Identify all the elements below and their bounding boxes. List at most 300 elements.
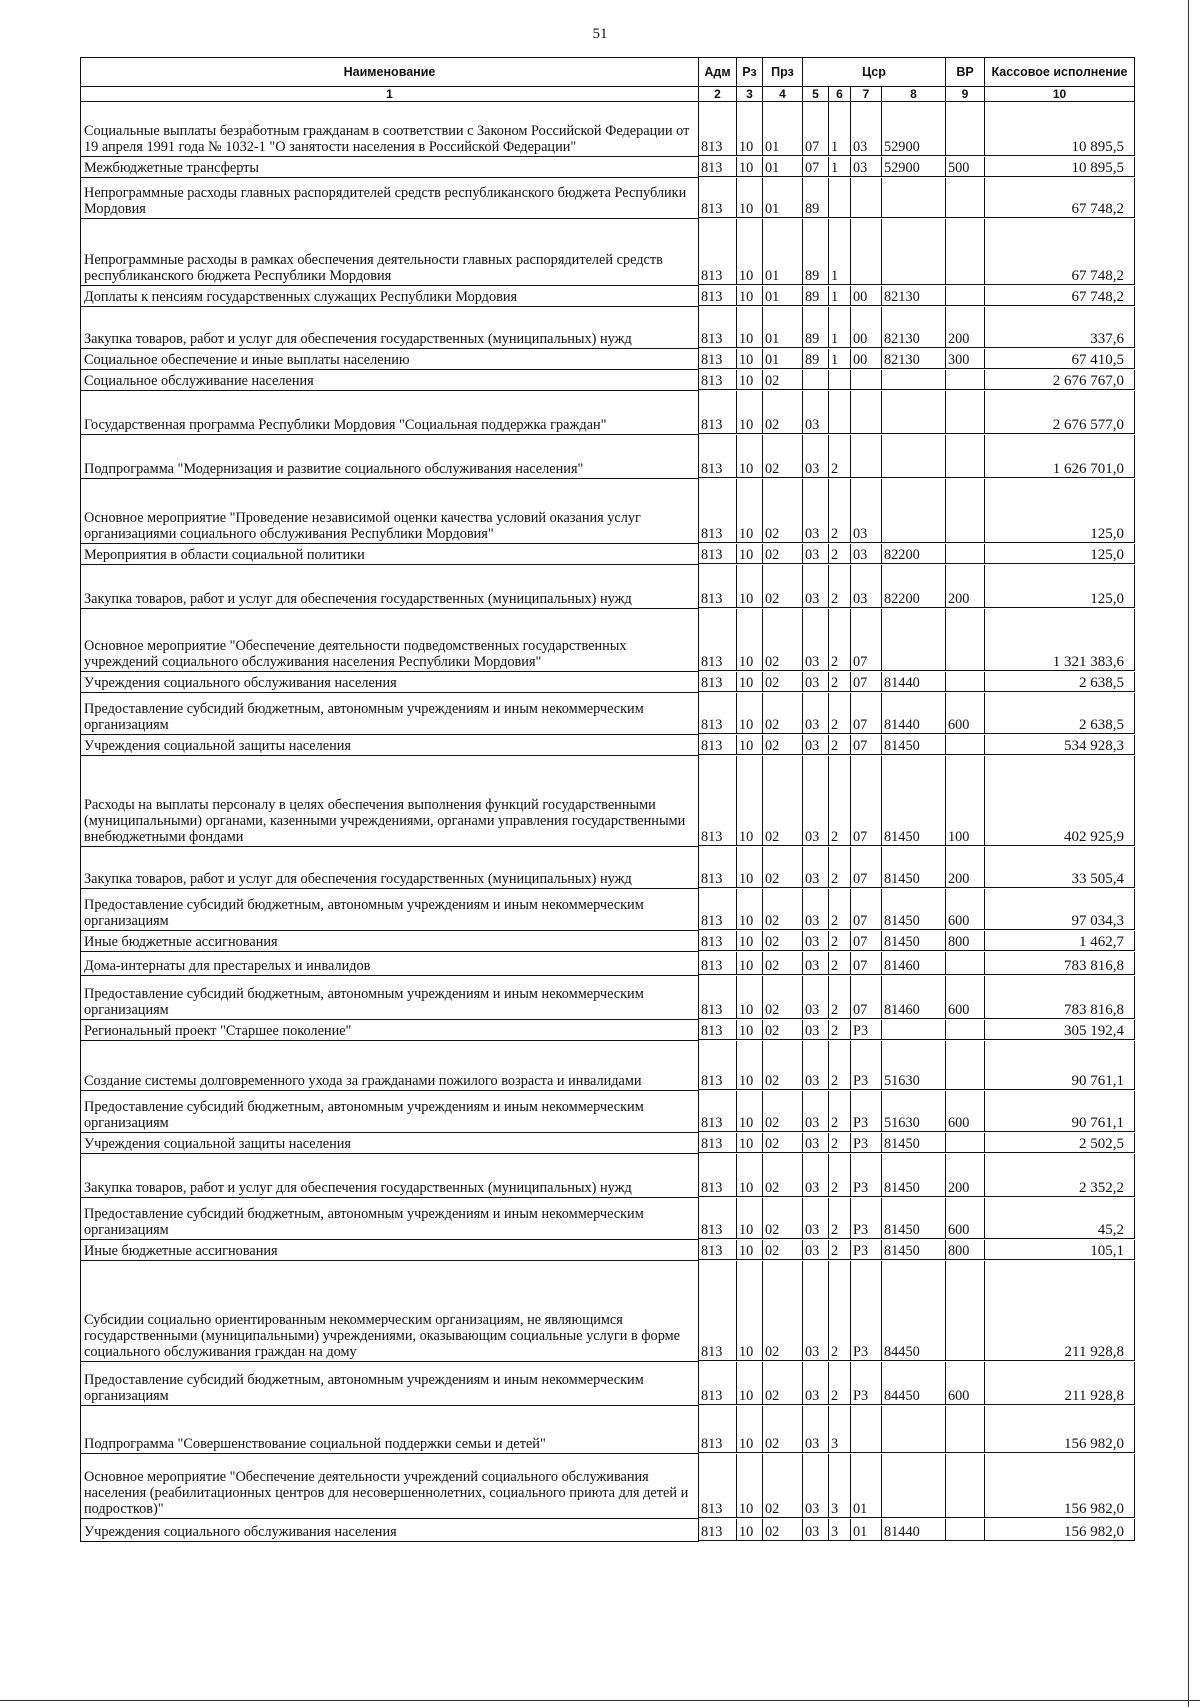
cell-csr-program: 03 bbox=[803, 931, 829, 951]
cell-csr-event: 07 bbox=[851, 693, 882, 734]
cell-csr-subprogram: 2 bbox=[829, 1198, 851, 1239]
cell-prz: 02 bbox=[763, 391, 803, 434]
cell-name: Основное мероприятие "Обеспечение деятельности подведомственных государственных учреждений социального обслуживания населения Республики Мордовия" bbox=[81, 609, 699, 672]
cell-csr-direction: 51630 bbox=[882, 1091, 946, 1132]
cell-csr-direction: 81450 bbox=[882, 756, 946, 846]
cell-adm: 813 bbox=[699, 693, 737, 734]
cell-rz: 10 bbox=[737, 307, 763, 348]
cell-csr-program: 03 bbox=[803, 1454, 829, 1518]
cell-adm: 813 bbox=[699, 1198, 737, 1239]
cell-name: Мероприятия в области социальной политики bbox=[81, 544, 699, 565]
cell-csr-direction: 82130 bbox=[882, 349, 946, 369]
cell-csr-event: 07 bbox=[851, 609, 882, 671]
cell-name: Предоставление субсидий бюджетным, автономным учреждениям и иным некоммерческим организациям bbox=[81, 1362, 699, 1406]
cell-rz: 10 bbox=[737, 1020, 763, 1040]
cell-amount: 2 638,5 bbox=[985, 693, 1135, 734]
header-number: 10 bbox=[985, 87, 1135, 102]
cell-amount: 211 928,8 bbox=[985, 1362, 1135, 1405]
cell-adm: 813 bbox=[699, 952, 737, 975]
cell-csr-program: 03 bbox=[803, 889, 829, 930]
cell-name: Предоставление субсидий бюджетным, автономным учреждениям и иным некоммерческим организациям bbox=[81, 976, 699, 1020]
cell-adm: 813 bbox=[699, 219, 737, 285]
cell-csr-subprogram: 2 bbox=[829, 1362, 851, 1405]
cell-rz: 10 bbox=[737, 1133, 763, 1153]
cell-prz: 01 bbox=[763, 286, 803, 306]
cell-amount: 156 982,0 bbox=[985, 1406, 1135, 1453]
cell-prz: 02 bbox=[763, 931, 803, 951]
cell-csr-program: 03 bbox=[803, 952, 829, 975]
cell-amount: 10 895,5 bbox=[985, 102, 1135, 156]
cell-rz: 10 bbox=[737, 1261, 763, 1361]
cell-csr-program bbox=[803, 370, 829, 390]
cell-vr: 200 bbox=[946, 1154, 985, 1197]
cell-amount: 402 925,9 bbox=[985, 756, 1135, 846]
cell-name: Предоставление субсидий бюджетным, автономным учреждениям и иным некоммерческим организациям bbox=[81, 1091, 699, 1133]
cell-csr-event: P3 bbox=[851, 1091, 882, 1132]
cell-csr-subprogram: 3 bbox=[829, 1406, 851, 1453]
cell-csr-program: 03 bbox=[803, 609, 829, 671]
cell-rz: 10 bbox=[737, 1454, 763, 1518]
cell-csr-event: 03 bbox=[851, 479, 882, 543]
cell-csr-subprogram: 2 bbox=[829, 672, 851, 692]
cell-csr-event: P3 bbox=[851, 1133, 882, 1153]
cell-prz: 02 bbox=[763, 1454, 803, 1518]
cell-amount: 2 502,5 bbox=[985, 1133, 1135, 1153]
cell-name: Подпрограмма "Совершенствование социальной поддержки семьи и детей" bbox=[81, 1406, 699, 1454]
cell-name: Предоставление субсидий бюджетным, автономным учреждениям и иным некоммерческим организациям bbox=[81, 889, 699, 931]
cell-amount: 10 895,5 bbox=[985, 157, 1135, 177]
cell-rz: 10 bbox=[737, 756, 763, 846]
cell-vr bbox=[946, 479, 985, 543]
cell-vr bbox=[946, 1406, 985, 1453]
cell-csr-event: 00 bbox=[851, 307, 882, 348]
cell-csr-program: 07 bbox=[803, 102, 829, 156]
cell-csr-program: 89 bbox=[803, 307, 829, 348]
cell-amount: 97 034,3 bbox=[985, 889, 1135, 930]
cell-amount: 67 748,2 bbox=[985, 178, 1135, 218]
cell-adm: 813 bbox=[699, 889, 737, 930]
cell-name: Иные бюджетные ассигнования bbox=[81, 1240, 699, 1261]
cell-adm: 813 bbox=[699, 565, 737, 608]
cell-csr-subprogram: 2 bbox=[829, 1041, 851, 1090]
cell-name: Подпрограмма "Модернизация и развитие социального обслуживания населения" bbox=[81, 435, 699, 479]
cell-rz: 10 bbox=[737, 1198, 763, 1239]
header-vr: ВР bbox=[946, 57, 985, 87]
cell-csr-direction: 81460 bbox=[882, 976, 946, 1019]
cell-rz: 10 bbox=[737, 102, 763, 156]
cell-vr: 600 bbox=[946, 976, 985, 1019]
cell-csr-event: 07 bbox=[851, 931, 882, 951]
cell-rz: 10 bbox=[737, 1406, 763, 1453]
cell-amount: 783 816,8 bbox=[985, 952, 1135, 975]
cell-amount: 2 352,2 bbox=[985, 1154, 1135, 1197]
cell-rz: 10 bbox=[737, 889, 763, 930]
cell-csr-event: P3 bbox=[851, 1041, 882, 1090]
cell-csr-direction: 81450 bbox=[882, 1240, 946, 1260]
cell-csr-event: 01 bbox=[851, 1519, 882, 1541]
cell-vr: 100 bbox=[946, 756, 985, 846]
cell-vr bbox=[946, 435, 985, 478]
cell-name: Закупка товаров, работ и услуг для обеспечения государственных (муниципальных) нужд bbox=[81, 1154, 699, 1198]
cell-vr: 800 bbox=[946, 1240, 985, 1260]
cell-csr-event bbox=[851, 1406, 882, 1453]
cell-amount: 1 462,7 bbox=[985, 931, 1135, 951]
cell-prz: 02 bbox=[763, 1041, 803, 1090]
cell-name: Расходы на выплаты персоналу в целях обеспечения выполнения функций государственными (муниципальными) органами, казенными учреждениями, органами управления государственными внебюджетными фондами bbox=[81, 756, 699, 847]
cell-rz: 10 bbox=[737, 1362, 763, 1405]
cell-csr-subprogram: 2 bbox=[829, 1091, 851, 1132]
cell-amount: 90 761,1 bbox=[985, 1091, 1135, 1132]
cell-csr-program: 03 bbox=[803, 847, 829, 888]
cell-csr-subprogram: 1 bbox=[829, 102, 851, 156]
cell-amount: 67 748,2 bbox=[985, 219, 1135, 285]
cell-csr-subprogram: 2 bbox=[829, 1261, 851, 1361]
cell-csr-subprogram: 1 bbox=[829, 219, 851, 285]
cell-csr-event: 03 bbox=[851, 565, 882, 608]
cell-amount: 125,0 bbox=[985, 479, 1135, 543]
cell-csr-program: 03 bbox=[803, 391, 829, 434]
cell-csr-program: 03 bbox=[803, 735, 829, 755]
cell-csr-direction: 81450 bbox=[882, 889, 946, 930]
cell-csr-event: P3 bbox=[851, 1020, 882, 1040]
cell-csr-program: 03 bbox=[803, 1362, 829, 1405]
cell-adm: 813 bbox=[699, 1406, 737, 1453]
cell-adm: 813 bbox=[699, 1261, 737, 1361]
cell-csr-event bbox=[851, 391, 882, 434]
cell-csr-direction bbox=[882, 391, 946, 434]
cell-prz: 02 bbox=[763, 976, 803, 1019]
header-csr: Цср bbox=[803, 57, 946, 87]
cell-adm: 813 bbox=[699, 735, 737, 755]
cell-csr-event: P3 bbox=[851, 1362, 882, 1405]
cell-name: Межбюджетные трансферты bbox=[81, 157, 699, 178]
cell-prz: 01 bbox=[763, 219, 803, 285]
cell-amount: 33 505,4 bbox=[985, 847, 1135, 888]
cell-name: Учреждения социального обслуживания населения bbox=[81, 1519, 699, 1542]
cell-rz: 10 bbox=[737, 952, 763, 975]
cell-prz: 02 bbox=[763, 1133, 803, 1153]
cell-prz: 02 bbox=[763, 1362, 803, 1405]
cell-vr bbox=[946, 1133, 985, 1153]
cell-csr-direction: 81460 bbox=[882, 952, 946, 975]
header-number: 5 bbox=[803, 87, 829, 102]
cell-prz: 02 bbox=[763, 1406, 803, 1453]
cell-rz: 10 bbox=[737, 1091, 763, 1132]
cell-vr: 600 bbox=[946, 889, 985, 930]
cell-name: Социальное обеспечение и иные выплаты населению bbox=[81, 349, 699, 370]
cell-vr bbox=[946, 1041, 985, 1090]
cell-rz: 10 bbox=[737, 931, 763, 951]
cell-vr: 600 bbox=[946, 1362, 985, 1405]
header-number: 2 bbox=[699, 87, 737, 102]
cell-amount: 125,0 bbox=[985, 544, 1135, 564]
cell-rz: 10 bbox=[737, 157, 763, 177]
cell-csr-program: 03 bbox=[803, 1406, 829, 1453]
header-number: 3 bbox=[737, 87, 763, 102]
cell-vr: 200 bbox=[946, 847, 985, 888]
cell-csr-direction bbox=[882, 219, 946, 285]
cell-csr-event: 00 bbox=[851, 286, 882, 306]
cell-csr-subprogram: 2 bbox=[829, 609, 851, 671]
cell-csr-event bbox=[851, 370, 882, 390]
cell-prz: 02 bbox=[763, 565, 803, 608]
cell-name: Предоставление субсидий бюджетным, автономным учреждениям и иным некоммерческим организациям bbox=[81, 1198, 699, 1240]
cell-prz: 02 bbox=[763, 1519, 803, 1541]
scan-edge-line bbox=[0, 1700, 1200, 1701]
cell-csr-program: 03 bbox=[803, 565, 829, 608]
cell-amount: 1 626 701,0 bbox=[985, 435, 1135, 478]
cell-csr-direction: 81450 bbox=[882, 1133, 946, 1153]
cell-csr-program: 03 bbox=[803, 976, 829, 1019]
cell-csr-direction: 81440 bbox=[882, 1519, 946, 1541]
cell-rz: 10 bbox=[737, 1240, 763, 1260]
cell-adm: 813 bbox=[699, 1020, 737, 1040]
cell-csr-subprogram: 2 bbox=[829, 479, 851, 543]
cell-name: Иные бюджетные ассигнования bbox=[81, 931, 699, 952]
cell-name: Учреждения социальной защиты населения bbox=[81, 1133, 699, 1154]
cell-csr-program: 03 bbox=[803, 1020, 829, 1040]
cell-csr-program: 03 bbox=[803, 479, 829, 543]
cell-prz: 02 bbox=[763, 1091, 803, 1132]
cell-amount: 2 638,5 bbox=[985, 672, 1135, 692]
cell-csr-subprogram: 1 bbox=[829, 349, 851, 369]
cell-csr-event: 03 bbox=[851, 544, 882, 564]
cell-csr-direction: 82200 bbox=[882, 544, 946, 564]
cell-adm: 813 bbox=[699, 847, 737, 888]
cell-adm: 813 bbox=[699, 391, 737, 434]
cell-csr-subprogram bbox=[829, 391, 851, 434]
cell-csr-program: 03 bbox=[803, 1519, 829, 1541]
cell-vr bbox=[946, 952, 985, 975]
cell-csr-event: P3 bbox=[851, 1154, 882, 1197]
cell-adm: 813 bbox=[699, 307, 737, 348]
cell-adm: 813 bbox=[699, 1240, 737, 1260]
cell-vr: 600 bbox=[946, 1091, 985, 1132]
cell-csr-direction: 81450 bbox=[882, 847, 946, 888]
cell-csr-event: 00 bbox=[851, 349, 882, 369]
cell-name: Учреждения социальной защиты населения bbox=[81, 735, 699, 756]
cell-name: Предоставление субсидий бюджетным, автономным учреждениям и иным некоммерческим организациям bbox=[81, 693, 699, 735]
cell-vr bbox=[946, 370, 985, 390]
cell-csr-event: 07 bbox=[851, 735, 882, 755]
cell-adm: 813 bbox=[699, 479, 737, 543]
cell-vr bbox=[946, 672, 985, 692]
cell-csr-event: 07 bbox=[851, 847, 882, 888]
cell-csr-direction: 82130 bbox=[882, 307, 946, 348]
cell-csr-event: 07 bbox=[851, 952, 882, 975]
cell-csr-subprogram: 2 bbox=[829, 847, 851, 888]
cell-adm: 813 bbox=[699, 672, 737, 692]
cell-csr-program: 03 bbox=[803, 544, 829, 564]
cell-vr bbox=[946, 609, 985, 671]
cell-csr-subprogram: 1 bbox=[829, 286, 851, 306]
cell-prz: 02 bbox=[763, 609, 803, 671]
header-number: 9 bbox=[946, 87, 985, 102]
cell-rz: 10 bbox=[737, 976, 763, 1019]
cell-vr: 600 bbox=[946, 1198, 985, 1239]
cell-prz: 02 bbox=[763, 544, 803, 564]
cell-prz: 02 bbox=[763, 1020, 803, 1040]
cell-adm: 813 bbox=[699, 157, 737, 177]
cell-name: Основное мероприятие "Проведение независимой оценки качества условий оказания услуг организациями социального обслуживания Республики Мордовия" bbox=[81, 479, 699, 544]
cell-csr-direction bbox=[882, 609, 946, 671]
header-number: 1 bbox=[81, 87, 699, 102]
scan-edge-line bbox=[1188, 0, 1189, 1707]
cell-amount: 67 410,5 bbox=[985, 349, 1135, 369]
cell-csr-subprogram: 2 bbox=[829, 693, 851, 734]
cell-rz: 10 bbox=[737, 609, 763, 671]
cell-csr-event: 07 bbox=[851, 756, 882, 846]
cell-csr-event: P3 bbox=[851, 1261, 882, 1361]
cell-vr: 200 bbox=[946, 307, 985, 348]
cell-amount: 783 816,8 bbox=[985, 976, 1135, 1019]
cell-csr-subprogram: 2 bbox=[829, 435, 851, 478]
cell-csr-direction: 82130 bbox=[882, 286, 946, 306]
cell-csr-subprogram: 2 bbox=[829, 931, 851, 951]
cell-prz: 01 bbox=[763, 102, 803, 156]
cell-csr-event: 03 bbox=[851, 102, 882, 156]
cell-csr-event bbox=[851, 435, 882, 478]
cell-adm: 813 bbox=[699, 756, 737, 846]
cell-csr-direction: 51630 bbox=[882, 1041, 946, 1090]
cell-vr bbox=[946, 286, 985, 306]
cell-csr-program: 89 bbox=[803, 286, 829, 306]
cell-name: Закупка товаров, работ и услуг для обеспечения государственных (муниципальных) нужд bbox=[81, 565, 699, 609]
cell-vr: 800 bbox=[946, 931, 985, 951]
cell-csr-subprogram: 2 bbox=[829, 976, 851, 1019]
cell-csr-program: 89 bbox=[803, 178, 829, 218]
cell-csr-program: 03 bbox=[803, 693, 829, 734]
cell-prz: 02 bbox=[763, 756, 803, 846]
cell-name: Региональный проект "Старшее поколение" bbox=[81, 1020, 699, 1041]
cell-csr-direction bbox=[882, 178, 946, 218]
cell-csr-direction bbox=[882, 435, 946, 478]
cell-csr-subprogram: 2 bbox=[829, 889, 851, 930]
cell-csr-subprogram: 2 bbox=[829, 544, 851, 564]
cell-csr-event: P3 bbox=[851, 1198, 882, 1239]
header-name: Наименование bbox=[81, 57, 699, 87]
cell-csr-program: 03 bbox=[803, 756, 829, 846]
cell-csr-event: 03 bbox=[851, 157, 882, 177]
cell-vr: 600 bbox=[946, 693, 985, 734]
cell-csr-direction bbox=[882, 1020, 946, 1040]
cell-csr-subprogram: 1 bbox=[829, 157, 851, 177]
cell-csr-event bbox=[851, 178, 882, 218]
cell-csr-event: 07 bbox=[851, 976, 882, 1019]
cell-csr-subprogram: 2 bbox=[829, 756, 851, 846]
cell-adm: 813 bbox=[699, 1133, 737, 1153]
cell-csr-subprogram: 2 bbox=[829, 1133, 851, 1153]
cell-amount: 1 321 383,6 bbox=[985, 609, 1135, 671]
cell-csr-program: 03 bbox=[803, 1041, 829, 1090]
cell-prz: 02 bbox=[763, 1154, 803, 1197]
cell-csr-subprogram: 2 bbox=[829, 1240, 851, 1260]
cell-name: Непрограммные расходы главных распорядителей средств республиканского бюджета Республики Мордовия bbox=[81, 178, 699, 219]
cell-csr-direction: 82200 bbox=[882, 565, 946, 608]
cell-name: Непрограммные расходы в рамках обеспечения деятельности главных распорядителей средств республиканского бюджета Республики Мордовия bbox=[81, 219, 699, 286]
cell-amount: 67 748,2 bbox=[985, 286, 1135, 306]
cell-adm: 813 bbox=[699, 349, 737, 369]
cell-rz: 10 bbox=[737, 1154, 763, 1197]
cell-rz: 10 bbox=[737, 565, 763, 608]
cell-rz: 10 bbox=[737, 178, 763, 218]
cell-rz: 10 bbox=[737, 544, 763, 564]
cell-name: Закупка товаров, работ и услуг для обеспечения государственных (муниципальных) нужд bbox=[81, 307, 699, 349]
cell-prz: 02 bbox=[763, 1240, 803, 1260]
cell-vr bbox=[946, 735, 985, 755]
cell-csr-direction bbox=[882, 1406, 946, 1453]
cell-prz: 02 bbox=[763, 1261, 803, 1361]
cell-amount: 337,6 bbox=[985, 307, 1135, 348]
cell-csr-subprogram bbox=[829, 370, 851, 390]
header-number: 7 bbox=[851, 87, 882, 102]
cell-csr-direction: 81440 bbox=[882, 693, 946, 734]
cell-csr-direction: 81440 bbox=[882, 672, 946, 692]
cell-vr bbox=[946, 544, 985, 564]
cell-csr-subprogram: 2 bbox=[829, 952, 851, 975]
cell-amount: 305 192,4 bbox=[985, 1020, 1135, 1040]
cell-adm: 813 bbox=[699, 102, 737, 156]
cell-csr-direction: 84450 bbox=[882, 1261, 946, 1361]
cell-csr-subprogram: 3 bbox=[829, 1454, 851, 1518]
cell-adm: 813 bbox=[699, 931, 737, 951]
cell-csr-subprogram: 1 bbox=[829, 307, 851, 348]
cell-rz: 10 bbox=[737, 1519, 763, 1541]
cell-csr-direction bbox=[882, 1454, 946, 1518]
cell-vr: 300 bbox=[946, 349, 985, 369]
cell-csr-program: 89 bbox=[803, 219, 829, 285]
cell-csr-program: 03 bbox=[803, 1198, 829, 1239]
header-number: 8 bbox=[882, 87, 946, 102]
cell-adm: 813 bbox=[699, 1154, 737, 1197]
cell-prz: 01 bbox=[763, 178, 803, 218]
cell-vr bbox=[946, 1261, 985, 1361]
cell-amount: 534 928,3 bbox=[985, 735, 1135, 755]
cell-csr-subprogram: 2 bbox=[829, 1154, 851, 1197]
cell-rz: 10 bbox=[737, 219, 763, 285]
cell-adm: 813 bbox=[699, 1362, 737, 1405]
cell-vr bbox=[946, 102, 985, 156]
cell-name: Дома-интернаты для престарелых и инвалидов bbox=[81, 952, 699, 976]
cell-prz: 01 bbox=[763, 349, 803, 369]
cell-rz: 10 bbox=[737, 286, 763, 306]
cell-csr-subprogram: 2 bbox=[829, 565, 851, 608]
cell-adm: 813 bbox=[699, 544, 737, 564]
cell-csr-subprogram: 2 bbox=[829, 1020, 851, 1040]
cell-prz: 02 bbox=[763, 1198, 803, 1239]
cell-csr-direction: 52900 bbox=[882, 102, 946, 156]
cell-name: Социальное обслуживание населения bbox=[81, 370, 699, 391]
cell-amount: 125,0 bbox=[985, 565, 1135, 608]
budget-table bbox=[80, 57, 1135, 1542]
cell-adm: 813 bbox=[699, 976, 737, 1019]
cell-vr bbox=[946, 219, 985, 285]
cell-amount: 45,2 bbox=[985, 1198, 1135, 1239]
cell-csr-direction bbox=[882, 370, 946, 390]
cell-amount: 2 676 767,0 bbox=[985, 370, 1135, 390]
cell-prz: 02 bbox=[763, 370, 803, 390]
header-rz: Рз bbox=[737, 57, 763, 87]
cell-name: Государственная программа Республики Мордовия "Социальная поддержка граждан" bbox=[81, 391, 699, 435]
cell-name: Основное мероприятие "Обеспечение деятельности учреждений социального обслуживания населения (реабилитационных центров для несовершеннолетних, социального приюта для детей и подростков)" bbox=[81, 1454, 699, 1519]
cell-adm: 813 bbox=[699, 1454, 737, 1518]
cell-csr-subprogram bbox=[829, 178, 851, 218]
cell-prz: 02 bbox=[763, 435, 803, 478]
cell-csr-program: 03 bbox=[803, 1261, 829, 1361]
cell-rz: 10 bbox=[737, 370, 763, 390]
cell-vr bbox=[946, 391, 985, 434]
cell-name: Учреждения социального обслуживания населения bbox=[81, 672, 699, 693]
